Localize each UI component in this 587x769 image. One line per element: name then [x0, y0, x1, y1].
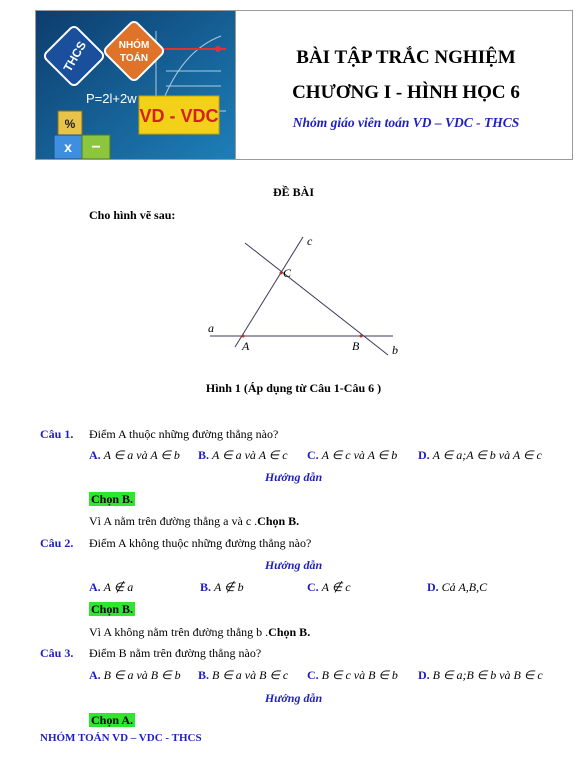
logo-nhom-text: NHÓM [118, 40, 150, 51]
question-number: Câu 2. [40, 536, 74, 550]
label-point-A: A [242, 339, 250, 353]
logo-brand-text: VD - VDC [139, 106, 219, 126]
answer-highlight: Chọn A. [91, 713, 134, 727]
section-title: ĐỀ BÀI [272, 185, 314, 199]
explanation: Vì A nằm trên đường thẳng a và c .Chọn B. [89, 514, 300, 528]
label-c: c [307, 234, 313, 248]
line-c [235, 237, 303, 347]
label-point-C: C [283, 266, 292, 280]
option-C: C. A ∈ c và A ∈ b [307, 448, 398, 462]
figure-caption: Hình 1 (Áp dụng từ Câu 1-Câu 6 ) [205, 381, 382, 395]
logo-toan-text: TOÁN [119, 53, 149, 64]
option-C: C. B ∈ c và B ∈ b [307, 668, 398, 682]
header-subtitle: Nhóm giáo viên toán VD – VDC - THCS [292, 115, 520, 130]
question-text: Điểm A thuộc những đường thẳng nào? [89, 427, 279, 441]
option-A: A. A ∈ a và A ∈ b [89, 448, 180, 462]
guide-heading: Hướng dẫn [264, 558, 323, 572]
logo-percent-text: % [64, 117, 76, 131]
option-B: B. A ∉ b [200, 580, 244, 594]
line-b [245, 243, 388, 355]
logo-graphic [36, 11, 235, 159]
logo-formula-text: P=2l+2w [86, 91, 137, 106]
guide-heading: Hướng dẫn [264, 691, 323, 705]
logo-minus-text: − [91, 139, 101, 156]
answer-highlight: Chọn B. [91, 602, 134, 616]
intro-text: Cho hình vẽ sau: [89, 208, 176, 222]
point-A [242, 335, 245, 338]
guide-heading: Hướng dẫn [264, 470, 323, 484]
question-number: Câu 1. [40, 427, 74, 441]
header-title-line1: BÀI TẬP TRẮC NGHIỆM [296, 47, 516, 68]
label-a: a [208, 321, 214, 335]
option-B: B. A ∈ a và A ∈ c [198, 448, 288, 462]
group-logo [36, 11, 236, 159]
header-title-line2: CHƯƠNG I - HÌNH HỌC 6 [292, 82, 520, 103]
document-header [35, 10, 573, 160]
geometry-figure [195, 225, 415, 365]
option-B: B. B ∈ a và B ∈ c [198, 668, 289, 682]
label-b: b [392, 343, 398, 357]
logo-thcs-text: THCS [60, 38, 90, 75]
option-D: D. A ∈ a;A ∈ b và A ∈ c [418, 448, 542, 462]
option-A: A. A ∉ a [89, 580, 134, 594]
option-C: C. A ∉ c [307, 580, 351, 594]
option-D: D. B ∈ a;B ∈ b và B ∈ c [418, 668, 543, 682]
option-D: D. Cả A,B,C [427, 580, 488, 594]
page-footer: NHÓM TOÁN VD – VDC - THCS [40, 732, 202, 744]
point-B [360, 335, 363, 338]
label-point-B: B [352, 339, 360, 353]
explanation: Vì A không nằm trên đường thẳng b .Chọn B. [89, 625, 311, 639]
option-A: A. B ∈ a và B ∈ b [89, 668, 181, 682]
logo-x-text: x [64, 139, 72, 155]
question-text: Điểm A không thuộc những đường thẳng nào? [89, 536, 312, 550]
question-text: Điểm B nằm trên đường thẳng nào? [89, 646, 262, 660]
answer-highlight: Chọn B. [91, 492, 134, 506]
question-number: Câu 3. [40, 646, 74, 660]
